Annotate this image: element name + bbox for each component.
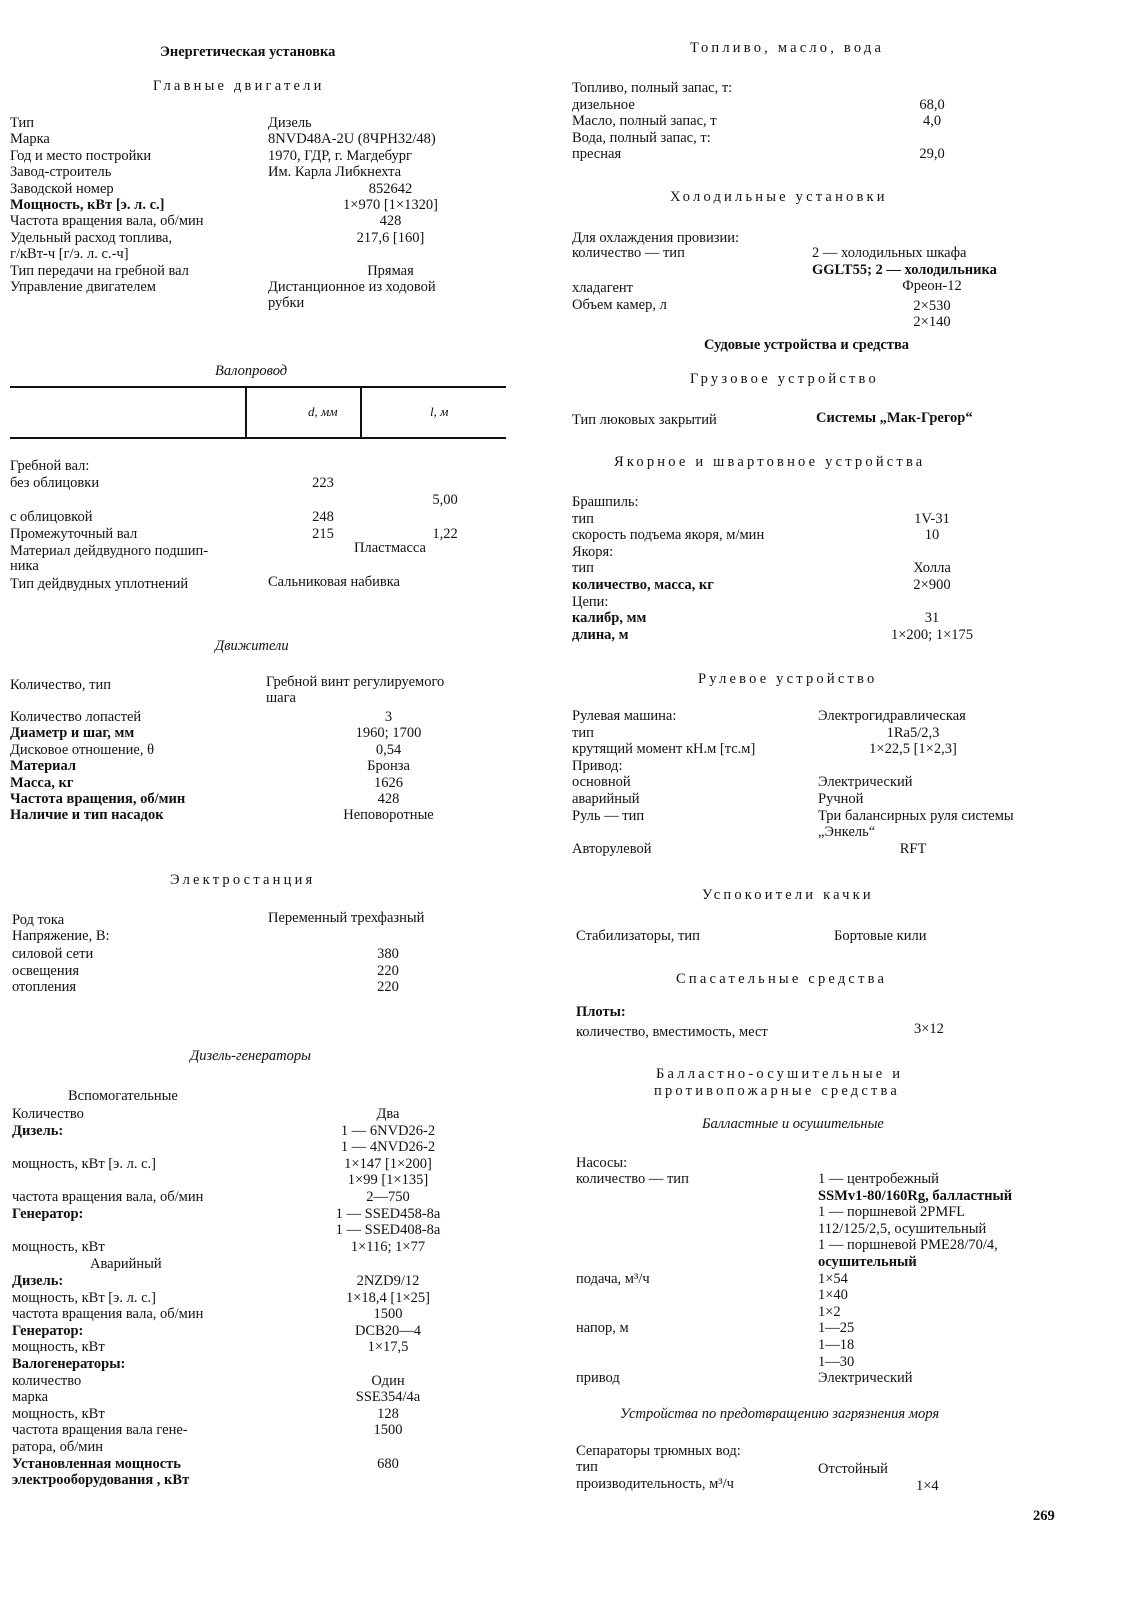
row-label: г/кВт-ч [г/э. л. с.-ч] (10, 246, 129, 263)
heading-ballast-cont: противопожарные средства (654, 1083, 901, 1099)
row-label: тип (572, 510, 594, 527)
hatch-label: Тип люковых закрытий (572, 412, 717, 428)
seal-value: Сальниковая набивка (268, 574, 400, 590)
row-label: силовой сети (12, 946, 94, 962)
heading-shafting: Валопровод (215, 363, 288, 379)
heading-diesel-generators: Дизель-генераторы (190, 1048, 311, 1064)
row-label: без облицовки (10, 475, 100, 491)
row-label: ратора, об/мин (12, 1439, 103, 1455)
row-label: количество (12, 1372, 82, 1389)
row-label: Брашпиль: (572, 494, 639, 510)
row-value: Дистанционное из ходовой (268, 279, 436, 295)
voltage-label: Напряжение, В: (12, 928, 110, 944)
row-value: Бронза (367, 758, 410, 775)
row-value: Неповоротные (343, 807, 434, 824)
row-label: Промежуточный вал (10, 526, 138, 542)
row-value: 1V-31 (914, 510, 950, 527)
row-label: привод (576, 1370, 620, 1387)
row-value: 1×147 [1×200] (344, 1155, 432, 1172)
row-label: количество, масса, кг (572, 577, 714, 593)
row-label: Мощность, кВт [э. л. с.] (10, 197, 165, 213)
row-label: Привод: (572, 757, 623, 774)
row-value: 3 (384, 709, 393, 725)
row-value: 1 — 6NVD26-2 (340, 1122, 436, 1139)
row-value: Два (376, 1106, 400, 1122)
shafting-table-divider-1 (245, 386, 247, 438)
row-label: подача, м³/ч (576, 1270, 650, 1287)
row-value: 1 — поршневой 2PMFL (818, 1204, 966, 1221)
row-label: тип (572, 560, 594, 577)
row-value: 852642 (368, 180, 413, 197)
row-value: 217,6 [160] (356, 229, 425, 246)
volume-label: Объем камер, л (572, 297, 667, 313)
row-label: напор, м (576, 1320, 629, 1337)
row-label: Руль — тип (572, 807, 645, 824)
row-label: Управление двигателем (10, 279, 156, 295)
heading-fuel: Топливо, масло, вода (690, 40, 885, 56)
aux-heading: Вспомогательные (68, 1088, 178, 1104)
row-value: 1500 (373, 1422, 403, 1439)
row-label: Масло, полный запас, т (572, 113, 717, 129)
separator-type-value: Отстойный (818, 1461, 888, 1477)
row-value: 1960; 1700 (355, 725, 422, 742)
row-value: 112/125/2,5, осушительный (818, 1220, 987, 1237)
row-label: Гребной вал: (10, 458, 90, 474)
hatch-value: Системы „Мак-Грегор“ (816, 410, 973, 426)
row-label: аварийный (572, 791, 640, 807)
row-value: Электрический (818, 774, 913, 791)
row-value: 1×17,5 (367, 1339, 409, 1356)
heading-anchor: Якорное и швартовное устройства (614, 454, 926, 470)
row-value: 220 (377, 979, 399, 996)
row-label: скорость подъема якоря, м/мин (572, 527, 765, 544)
refrig-label-cont: количество — тип (572, 245, 685, 261)
shafting-table-header-rule (10, 437, 506, 439)
row-value: 1×200; 1×175 (890, 626, 973, 643)
separator-capacity-label: производительность, м³/ч (576, 1476, 734, 1492)
row-label: Генератор: (12, 1205, 84, 1222)
row-label: Марка (10, 131, 50, 148)
row-value: 428 (379, 213, 402, 230)
shafting-table-top-rule (10, 386, 506, 388)
pumps-label: Насосы: (576, 1155, 628, 1171)
row-value: 1×22,5 [1×2,3] (869, 741, 957, 758)
row-label: Тип передачи на гребной вал (10, 262, 189, 279)
heading-ballast: Балластно-осушительные и (656, 1066, 904, 1082)
row-value: 1 — центробежный (818, 1171, 939, 1187)
row-value: „Энкель“ (818, 824, 876, 841)
row-label: дизельное (572, 96, 635, 113)
row-label: мощность, кВт (12, 1339, 105, 1356)
heading-lifesaving: Спасательные средства (676, 971, 888, 987)
row-value: 0,54 (375, 741, 402, 758)
row-value: 8NVD48A-2U (8ЧРН32/48) (268, 131, 436, 148)
row-value: осушительный (818, 1254, 917, 1270)
heading-power-plant: Электростанция (170, 872, 316, 888)
rafts-label: Плоты: (576, 1004, 626, 1020)
row-label: Наличие и тип насадок (10, 807, 164, 824)
row-label: тип (572, 724, 594, 741)
row-label: электрооборудования , кВт (12, 1472, 190, 1489)
row-label: Тип (10, 115, 35, 131)
row-label: Дизель: (12, 1122, 64, 1139)
row-value: 1—18 (818, 1337, 855, 1353)
rafts-label-cont: количество, вместимость, мест (576, 1024, 768, 1040)
row-value: Прямая (367, 262, 414, 279)
rafts-value: 3×12 (914, 1021, 944, 1037)
row-label: Топливо, полный запас, т: (572, 80, 733, 96)
row-value: Дизель (268, 115, 312, 131)
row-value: 1—25 (818, 1320, 855, 1337)
row-label: Рулевая машина: (572, 708, 677, 724)
seal-label: Тип дейдвудных уплотнений (10, 576, 189, 592)
row-value: 1 — поршневой PME28/70/4, (818, 1237, 998, 1254)
refrig-value-cont: GGLT55; 2 — холодильника (812, 262, 997, 278)
bearing-label-cont: ника (10, 558, 39, 574)
row-label: Диаметр и шаг, мм (10, 725, 135, 742)
row-label: Количество лопастей (10, 709, 142, 725)
refrigerant-label: хладагент (572, 280, 634, 296)
volume-value-cont: 2×140 (913, 314, 951, 330)
row-value: 1 — SSED458-8a (335, 1205, 441, 1222)
shaft-length: 5,00 (432, 492, 458, 508)
row-value: 1×2 (818, 1303, 841, 1320)
row-label: с облицовкой (10, 509, 93, 525)
refrig-value: 2 — холодильных шкафа (812, 245, 967, 261)
row-value: 128 (377, 1405, 399, 1422)
row-label: Материал (10, 758, 77, 775)
row-value: 428 (377, 791, 400, 807)
row-value: рубки (268, 295, 305, 312)
current-label: Род тока (12, 912, 65, 928)
page-number: 269 (1033, 1508, 1055, 1524)
row-label: мощность, кВт [э. л. с.] (12, 1155, 156, 1172)
row-value: Один (371, 1372, 405, 1389)
row-value: 1×54 (818, 1270, 848, 1287)
row-label: Генератор: (12, 1322, 84, 1339)
row-label: Вода, полный запас, т: (572, 129, 711, 146)
row-label: Дисковое отношение, θ (10, 741, 155, 758)
separator-capacity-value: 1×4 (916, 1478, 939, 1494)
row-value: 1626 (374, 774, 403, 791)
row-label: мощность, кВт (12, 1238, 105, 1255)
heading-cargo: Грузовое устройство (690, 371, 879, 387)
bearing-label: Материал дейдвудного подшип- (10, 543, 209, 559)
row-value: 2—750 (366, 1189, 410, 1205)
heading-main-engines: Главные двигатели (153, 78, 325, 94)
row-label: Завод-строитель (10, 164, 112, 181)
row-value: 680 (377, 1455, 399, 1472)
propeller-type-label: Количество, тип (10, 677, 111, 693)
section-title-devices: Судовые устройства и средства (704, 337, 910, 353)
row-value: Им. Карла Либкнехта (268, 164, 402, 181)
row-value: 68,0 (919, 96, 945, 113)
row-value: 1500 (373, 1306, 403, 1323)
row-label: Якоря: (572, 543, 614, 560)
heading-stabilizers: Успокоители качки (702, 887, 874, 903)
row-label: Удельный расход топлива, (10, 229, 173, 246)
heading-propellers: Движители (215, 638, 289, 654)
subheading-ballast: Балластные и осушительные (702, 1116, 884, 1132)
row-value: Три балансирных руля системы (818, 807, 1014, 824)
row-label: основной (572, 774, 631, 791)
row-label: Цепи: (572, 593, 609, 610)
row-value: 1970, ГДР, г. Магдебург (268, 147, 412, 164)
bearing-value: Пластмасса (354, 540, 426, 556)
shafting-table-divider-2 (360, 386, 362, 438)
row-value: 29,0 (919, 146, 945, 162)
refrigerant-value: Фреон-12 (902, 278, 962, 294)
row-label: Валогенераторы: (12, 1356, 126, 1372)
row-label: калибр, мм (572, 610, 647, 627)
row-label: Год и место постройки (10, 147, 152, 164)
shaft-length: 1,22 (432, 526, 458, 542)
row-label: Дизель: (12, 1273, 64, 1289)
row-value: Электрический (818, 1370, 913, 1387)
separator-label: Сепараторы трюмных вод: (576, 1443, 741, 1459)
shaft-diameter: 223 (312, 475, 334, 491)
stabilizers-value: Бортовые кили (834, 928, 927, 944)
stabilizers-label: Стабилизаторы, тип (576, 928, 700, 944)
row-label: отопления (12, 979, 77, 996)
row-label: частота вращения вала, об/мин (12, 1306, 204, 1323)
row-label: мощность, кВт [э. л. с.] (12, 1289, 156, 1306)
shafting-col-d: d, мм (308, 404, 338, 419)
row-value: 1Ra5/2,3 (886, 724, 940, 741)
refrig-label: Для охлаждения провизии: (572, 230, 740, 246)
row-value: Холла (913, 560, 951, 577)
separator-type-label: тип (576, 1459, 598, 1475)
row-value: 1×99 [1×135] (347, 1172, 429, 1189)
row-value: 10 (924, 527, 940, 544)
current-value: Переменный трехфазный (268, 910, 425, 926)
row-label: длина, м (572, 626, 629, 643)
row-label: Авторулевой (572, 840, 652, 857)
emergency-heading: Аварийный (90, 1256, 162, 1272)
row-value: 1—30 (818, 1353, 855, 1370)
row-label: Количество (12, 1106, 84, 1122)
propeller-type-value-cont: шага (266, 690, 296, 706)
row-value: Электрогидравлическая (818, 708, 966, 724)
shaft-diameter: 215 (312, 526, 334, 542)
row-label: крутящий момент кН.м [тс.м] (572, 741, 756, 758)
row-value: 1 — 4NVD26-2 (340, 1139, 436, 1156)
row-value: 2×900 (913, 577, 951, 593)
heading-pollution: Устройства по предотвращению загрязнения моря (620, 1406, 940, 1422)
section-title-power: Энергетическая установка (160, 44, 336, 60)
row-value: SSMv1-80/160Rg, балластный (818, 1187, 1013, 1204)
row-value: 1×116; 1×77 (350, 1238, 426, 1255)
propeller-type-value: Гребной винт регулируемого (266, 674, 445, 690)
volume-value: 2×530 (913, 298, 951, 314)
shafting-col-l: l, м (430, 404, 449, 419)
heading-steering: Рулевое устройство (698, 671, 878, 687)
row-label: освещения (12, 962, 80, 979)
row-label: частота вращения вала гене- (12, 1422, 188, 1439)
row-value: 1×970 [1×1320] (343, 197, 438, 213)
row-label: Частота вращения, об/мин (10, 791, 186, 807)
row-value: 1 — SSED408-8a (335, 1222, 441, 1239)
row-value: SSE354/4a (355, 1389, 421, 1406)
row-value: 380 (377, 946, 399, 962)
heading-refrigeration: Холодильные установки (670, 189, 888, 205)
shaft-diameter: 248 (312, 509, 334, 525)
row-value: Ручной (818, 791, 864, 807)
row-label: мощность, кВт (12, 1405, 105, 1422)
row-label: Заводской номер (10, 180, 114, 197)
row-label: частота вращения вала, об/мин (12, 1189, 204, 1205)
row-value: 2NZD9/12 (356, 1273, 420, 1289)
row-value: DCB20—4 (354, 1322, 422, 1339)
row-value: 4,0 (922, 113, 942, 129)
row-value: 31 (924, 610, 940, 627)
row-label: пресная (572, 146, 622, 162)
row-value: RFT (899, 840, 927, 857)
row-label: Частота вращения вала, об/мин (10, 213, 204, 230)
row-value: 220 (377, 962, 399, 979)
row-label: количество — тип (576, 1171, 689, 1187)
row-label: марка (12, 1389, 49, 1406)
row-value: 1×18,4 [1×25] (345, 1289, 430, 1306)
row-value: 1×40 (818, 1287, 848, 1304)
row-label: Установленная мощность (12, 1455, 181, 1472)
row-label: Масса, кг (10, 774, 74, 791)
